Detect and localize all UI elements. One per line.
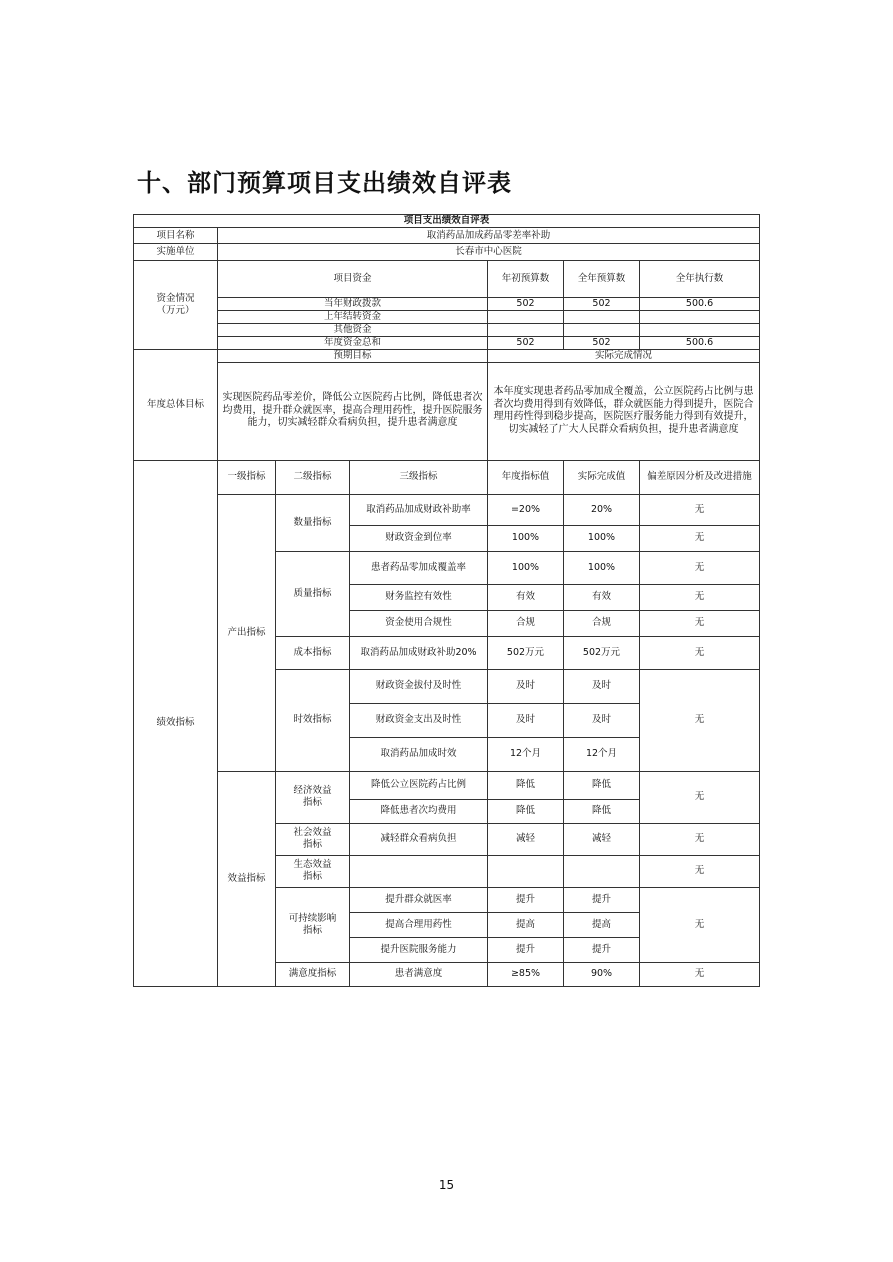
indicator-header: 实际完成值 xyxy=(564,460,640,494)
funds-header: 年初预算数 xyxy=(488,261,564,298)
timeliness-indicator-label: 时效指标 xyxy=(276,669,350,771)
indicator-actual: 90% xyxy=(564,962,640,986)
funds-cell: 502 xyxy=(564,336,640,349)
funds-cell: 502 xyxy=(488,297,564,310)
funds-cell xyxy=(564,310,640,323)
annual-goal-label: 年度总体目标 xyxy=(134,349,218,460)
indicator-name: 提升群众就医率 xyxy=(350,887,488,912)
indicator-name: 提升医院服务能力 xyxy=(350,937,488,962)
funds-header: 全年执行数 xyxy=(640,261,760,298)
cost-indicator-label: 成本指标 xyxy=(276,636,350,669)
output-indicator-label: 产出指标 xyxy=(218,494,276,771)
indicator-target: 降低 xyxy=(488,771,564,799)
unit-name: 长春市中心医院 xyxy=(218,244,760,261)
indicator-header: 一级指标 xyxy=(218,460,276,494)
funds-cell: 502 xyxy=(488,336,564,349)
indicator-name: 降低患者次均费用 xyxy=(350,799,488,823)
indicator-actual xyxy=(564,855,640,887)
sustainable-impact-label: 可持续影响 指标 xyxy=(276,887,350,962)
funds-label: 资金情况 （万元） xyxy=(134,261,218,350)
indicator-name: 患者药品零加成覆盖率 xyxy=(350,551,488,584)
deviation-note: 无 xyxy=(640,551,760,584)
indicator-actual: 及时 xyxy=(564,669,640,703)
indicator-header: 二级指标 xyxy=(276,460,350,494)
indicator-target: =20% xyxy=(488,494,564,525)
indicator-name: 取消药品加成时效 xyxy=(350,737,488,771)
indicator-header: 年度指标值 xyxy=(488,460,564,494)
unit-label: 实施单位 xyxy=(134,244,218,261)
deviation-note: 无 xyxy=(640,584,760,610)
indicator-target: 及时 xyxy=(488,703,564,737)
economic-benefit-label: 经济效益 指标 xyxy=(276,771,350,823)
indicator-name: 资金使用合规性 xyxy=(350,610,488,636)
table-row xyxy=(134,323,760,336)
funds-cell xyxy=(640,323,760,336)
indicator-actual: 合规 xyxy=(564,610,640,636)
indicator-target: 减轻 xyxy=(488,823,564,855)
indicator-actual: 降低 xyxy=(564,771,640,799)
indicator-target: 100% xyxy=(488,525,564,551)
indicator-header: 偏差原因分析及改进措施 xyxy=(640,460,760,494)
expected-goal-text: 实现医院药品零差价，降低公立医院药占比例，降低患者次均费用，提升群众就医率，提高合理用药性，提升医院服务能力，切实减轻群众看病负担，提升患者满意度 xyxy=(218,362,488,460)
indicator-target: 提升 xyxy=(488,937,564,962)
actual-completion-text: 本年度实现患者药品零加成全覆盖，公立医院药占比例与患者次均费用得到有效降低，群众就医能力得到提升，医院合理用药性得到稳步提高，医院医疗服务能力得到有效提升，切实减轻了广大人民群众看病负担，提升患者满意度 xyxy=(488,362,760,460)
indicator-name: 取消药品加成财政补助率 xyxy=(350,494,488,525)
deviation-note: 无 xyxy=(640,610,760,636)
table-row xyxy=(134,771,760,799)
deviation-note: 无 xyxy=(640,636,760,669)
actual-completion-header: 实际完成情况 xyxy=(488,349,760,362)
deviation-note: 无 xyxy=(640,525,760,551)
indicator-actual: 减轻 xyxy=(564,823,640,855)
funds-row-label: 其他资金 xyxy=(218,323,488,336)
indicator-target: 100% xyxy=(488,551,564,584)
eco-benefit-label: 生态效益 指标 xyxy=(276,855,350,887)
indicator-target: 及时 xyxy=(488,669,564,703)
indicator-actual: 100% xyxy=(564,551,640,584)
table-row xyxy=(134,494,760,525)
funds-cell xyxy=(488,323,564,336)
funds-cell xyxy=(564,323,640,336)
deviation-note: 无 xyxy=(640,962,760,986)
table-row xyxy=(134,336,760,349)
funds-row-label: 当年财政拨款 xyxy=(218,297,488,310)
indicator-actual: 提升 xyxy=(564,937,640,962)
indicator-target: 502万元 xyxy=(488,636,564,669)
benefit-indicator-label: 效益指标 xyxy=(218,771,276,986)
indicator-name: 财政资金到位率 xyxy=(350,525,488,551)
performance-evaluation-table xyxy=(133,214,760,987)
funds-cell xyxy=(640,310,760,323)
table-title: 项目支出绩效自评表 xyxy=(134,215,760,228)
indicator-name: 提高合理用药性 xyxy=(350,912,488,937)
indicator-actual: 502万元 xyxy=(564,636,640,669)
indicator-name: 财务监控有效性 xyxy=(350,584,488,610)
funds-header: 全年预算数 xyxy=(564,261,640,298)
indicators-label: 绩效指标 xyxy=(134,460,218,986)
indicator-name xyxy=(350,855,488,887)
social-benefit-label: 社会效益 指标 xyxy=(276,823,350,855)
quantity-indicator-label: 数量指标 xyxy=(276,494,350,551)
indicator-actual: 降低 xyxy=(564,799,640,823)
indicator-name: 财政资金支出及时性 xyxy=(350,703,488,737)
deviation-note: 无 xyxy=(640,855,760,887)
table-row xyxy=(134,297,760,310)
indicator-name: 取消药品加成财政补助20% xyxy=(350,636,488,669)
quality-indicator-label: 质量指标 xyxy=(276,551,350,636)
satisfaction-indicator-label: 满意度指标 xyxy=(276,962,350,986)
indicator-name: 患者满意度 xyxy=(350,962,488,986)
indicator-target: 提高 xyxy=(488,912,564,937)
indicator-target: 12个月 xyxy=(488,737,564,771)
funds-cell: 500.6 xyxy=(640,336,760,349)
page-number: 15 xyxy=(438,1178,455,1192)
indicator-actual: 12个月 xyxy=(564,737,640,771)
expected-goal-header: 预期目标 xyxy=(218,349,488,362)
funds-header: 项目资金 xyxy=(218,261,488,298)
deviation-note: 无 xyxy=(640,669,760,771)
indicator-name: 降低公立医院药占比例 xyxy=(350,771,488,799)
project-name-label: 项目名称 xyxy=(134,228,218,244)
indicator-target xyxy=(488,855,564,887)
indicator-target: 合规 xyxy=(488,610,564,636)
indicator-actual: 提高 xyxy=(564,912,640,937)
page-title: 十、部门预算项目支出绩效自评表 xyxy=(137,168,512,197)
indicator-actual: 及时 xyxy=(564,703,640,737)
indicator-name: 财政资金拔付及时性 xyxy=(350,669,488,703)
indicator-target: 提升 xyxy=(488,887,564,912)
indicator-actual: 20% xyxy=(564,494,640,525)
funds-row-label: 上年结转资金 xyxy=(218,310,488,323)
deviation-note: 无 xyxy=(640,823,760,855)
indicator-target: 有效 xyxy=(488,584,564,610)
deviation-note: 无 xyxy=(640,887,760,962)
project-name: 取消药品加成药品零差率补助 xyxy=(218,228,760,244)
funds-cell: 502 xyxy=(564,297,640,310)
funds-row-label: 年度资金总和 xyxy=(218,336,488,349)
deviation-note: 无 xyxy=(640,771,760,823)
indicator-actual: 提升 xyxy=(564,887,640,912)
indicator-target: ≥85% xyxy=(488,962,564,986)
indicator-target: 降低 xyxy=(488,799,564,823)
indicator-name: 减轻群众看病负担 xyxy=(350,823,488,855)
indicator-header: 三级指标 xyxy=(350,460,488,494)
deviation-note: 无 xyxy=(640,494,760,525)
funds-cell: 500.6 xyxy=(640,297,760,310)
funds-cell xyxy=(488,310,564,323)
table-row xyxy=(134,310,760,323)
indicator-actual: 有效 xyxy=(564,584,640,610)
indicator-actual: 100% xyxy=(564,525,640,551)
